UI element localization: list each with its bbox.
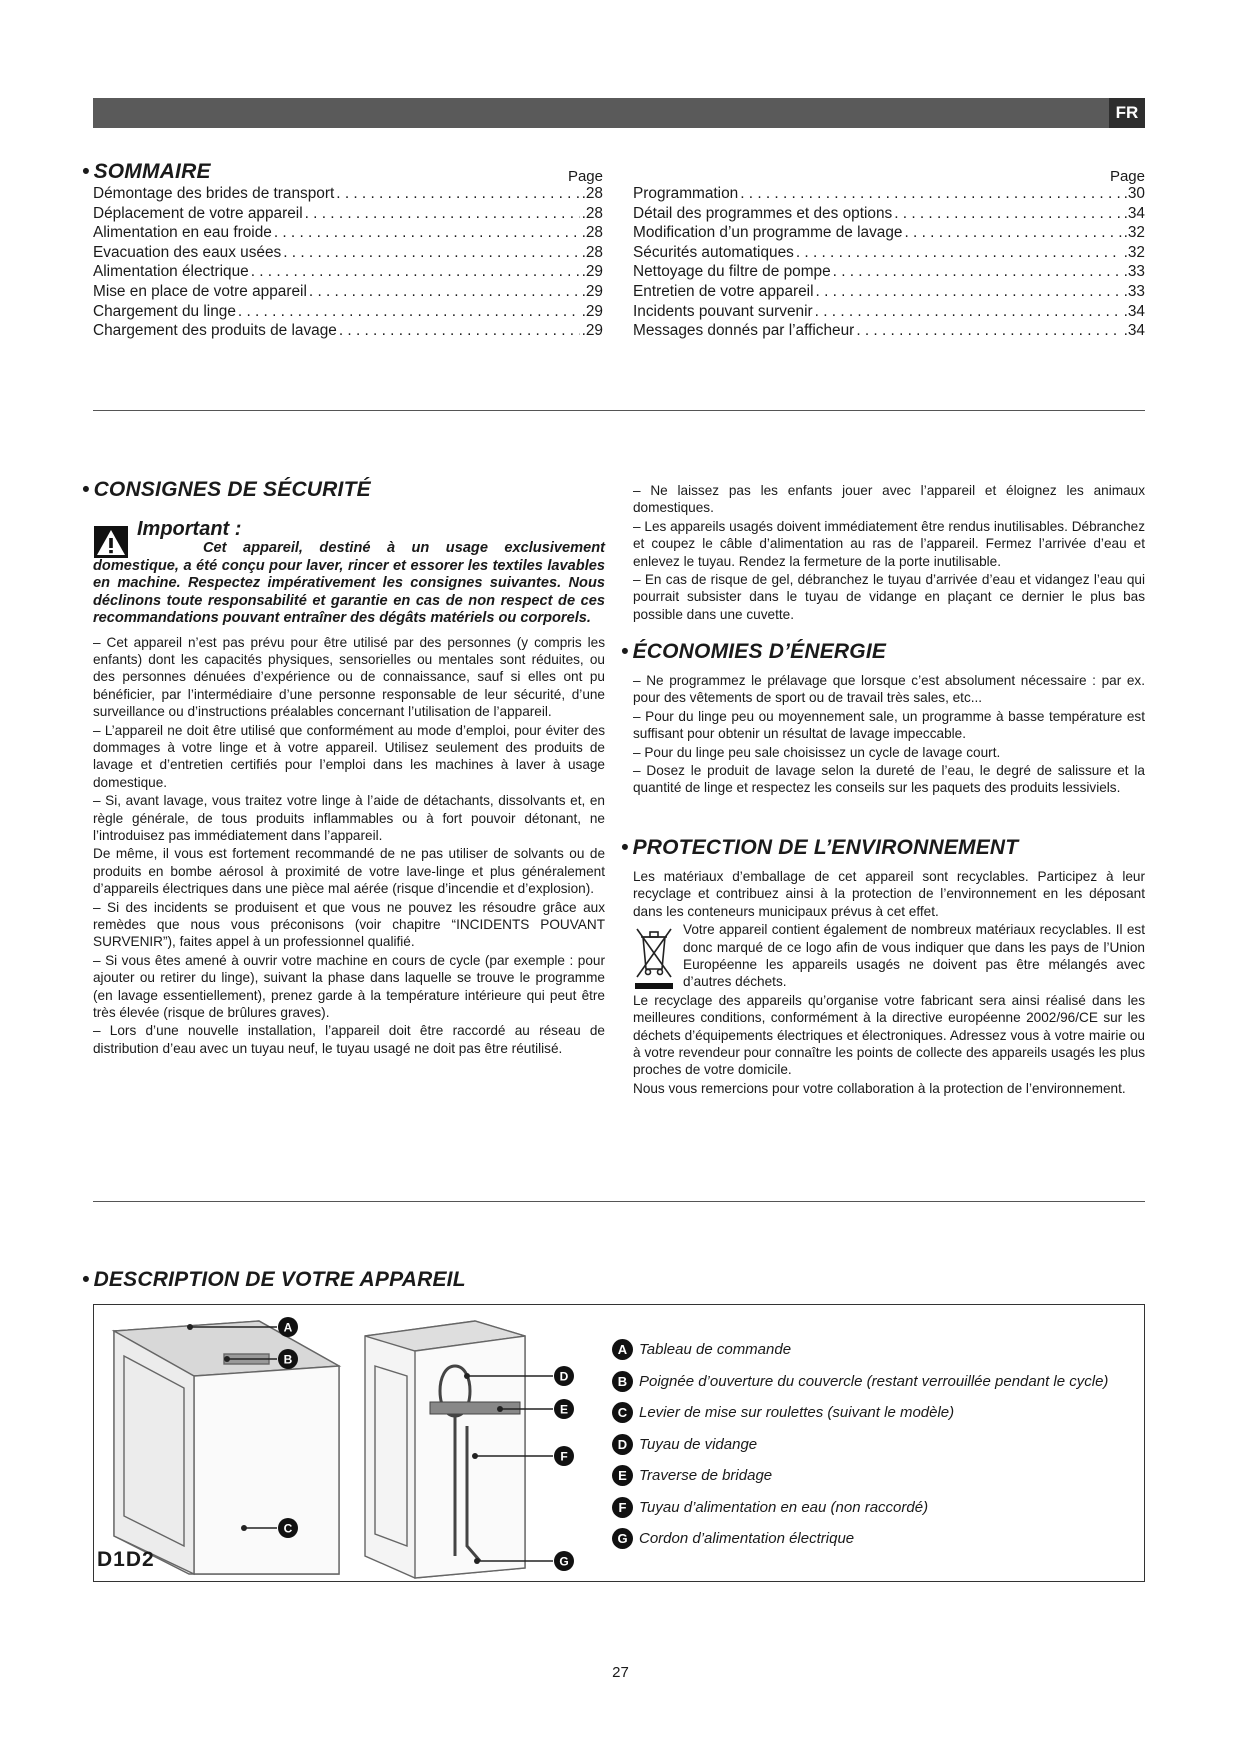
toc-entry-label: Déplacement de votre appareil (93, 204, 303, 222)
toc-entry (93, 204, 603, 224)
toc-entry-label: Evacuation des eaux usées (93, 243, 282, 261)
consignes-right-column (633, 482, 1145, 624)
toc-entry (633, 262, 1145, 282)
toc-entry-label: Chargement des produits de lavage (93, 322, 337, 340)
toc-entry-page: .28 (581, 204, 603, 222)
toc-entry-page: .29 (581, 263, 603, 281)
toc-entry-page: .34 (1123, 204, 1145, 222)
toc-leader-dots (905, 223, 1122, 243)
env-recycling-text: Le recyclage des appareils qu’organise votre fabricant sera ainsi réalisé dans les meilleures conditions, conformément à la directive européenne 2002/96/CE sur les déchets d’équipements électriques et électroniques. Adressez vous à votre mairie ou à votre revendeur pour connaître les points de collecte des appareils usagés les plus proches de votre domicile. (633, 992, 1145, 1078)
energy-paragraph: – Pour du linge peu ou moyennement sale, un programme à basse température est suffisant pour obtenir un résultat de lavage impeccable. (633, 708, 1145, 742)
toc-entry-page: .29 (581, 282, 603, 300)
toc-entry (633, 321, 1145, 341)
toc-leader-dots (336, 184, 579, 204)
important-title: Important : (137, 518, 242, 540)
page-number: 27 (612, 1664, 629, 1681)
toc-entry-page: .29 (581, 302, 603, 320)
language-tab: FR (1109, 98, 1145, 128)
toc-entry-page: .33 (1123, 282, 1145, 300)
toc-leader-dots (894, 204, 1121, 224)
legend-item (612, 1492, 1108, 1524)
toc-left (93, 167, 603, 347)
env-weee-text: Votre appareil contient également de nombreux matériaux recyclables. Il est donc marqué de ce logo afin de vous indiquer que dans les pays de l’Union Européenne les appareils usagés ne doivent pas être mélangés avec d’autres déchets. (683, 922, 1145, 990)
toc-entry-page: .29 (581, 322, 603, 340)
svg-text:D: D (559, 1369, 569, 1384)
energy-paragraph: – Pour du linge peu sale choisissez un cycle de lavage court. (633, 744, 1001, 760)
energy-paragraph: – Dosez le produit de lavage selon la dureté de l’eau, le degré de salissure et la quantité de linge et respectez les conseils sur les paquets des produits lessiviels. (633, 763, 1145, 796)
toc-leader-dots (305, 204, 580, 224)
toc-entry (633, 223, 1145, 243)
legend-label: Poignée d’ouverture du couvercle (restant verrouillée pendant le cycle) (639, 1372, 1109, 1390)
toc-leader-dots (283, 243, 579, 263)
legend-letter-badge: A (612, 1339, 633, 1360)
toc-entry (93, 184, 603, 204)
legend-label: Cordon d’alimentation électrique (639, 1530, 855, 1547)
legend-label: Traverse de bridage (639, 1467, 773, 1484)
toc-leader-dots (833, 262, 1122, 282)
safety-paragraph: – L’appareil ne doit être utilisé que conformément au mode d’emploi, pour éviter des dommages à votre linge et à votre appareil. Utilisez seulement des produits de lavage et d’entretien certifiés pour l’emploi dans les machines à laver à usage domestique. (93, 722, 605, 790)
legend-letter-badge: B (612, 1371, 633, 1392)
safety-paragraph: – Si vous êtes amené à ouvrir votre machine en cours de cycle (par exemple : pour ajouter ou retirer du linge), suivant la phase dans laquelle se trouve le programme (en lavage essentiellement), prenez garde à la température intérieure qui peut être très élevée (risque de brûlures graves). (93, 952, 605, 1021)
divider (93, 410, 1145, 411)
sommaire-title: • SOMMAIRE (82, 160, 211, 183)
legend-item (612, 1397, 1108, 1429)
toc-entry (93, 262, 603, 282)
consignes-title: • CONSIGNES DE SÉCURITÉ (82, 478, 371, 501)
toc-entry (633, 302, 1145, 322)
legend-label: Tuyau de vidange (639, 1435, 758, 1453)
legend-letter-badge: C (612, 1402, 633, 1423)
toc-entry-label: Messages donnés par l’afficheur (633, 322, 855, 340)
legend-item (612, 1366, 1108, 1398)
toc-entry-page: .28 (581, 243, 603, 261)
toc-entry-page: .33 (1123, 263, 1145, 281)
toc-entry-page: .32 (1123, 243, 1145, 261)
toc-page-header-right: Page (1109, 168, 1145, 185)
legend-label: Tableau de commande (639, 1341, 792, 1358)
toc-entry-page: .34 (1123, 322, 1145, 340)
toc-entry-page: .28 (581, 185, 603, 202)
toc-leader-dots (796, 243, 1122, 263)
toc-entry (93, 243, 603, 263)
toc-leader-dots (339, 321, 580, 341)
header-bar (93, 98, 1145, 128)
legend-label: Levier de mise sur roulettes (suivant le modèle) (639, 1404, 955, 1421)
legend-label: Tuyau d’alimentation en eau (non raccordé) (639, 1498, 929, 1516)
parts-legend (612, 1334, 1108, 1555)
economies-title: • ÉCONOMIES D’ÉNERGIE (621, 640, 887, 663)
env-intro: Les matériaux d’emballage de cet appareil sont recyclables. Participez à leur recyclage et contribuez ainsi à la protection de l’environnement en les déposant dans les conteneurs municipaux prévus à cet effet. (633, 869, 1145, 919)
toc-entry (633, 184, 1145, 204)
legend-item (612, 1460, 1108, 1492)
toc-entry-page: .32 (1123, 224, 1145, 242)
safety-paragraph: – Lors d’une nouvelle installation, l’appareil doit être raccordé au réseau de distribution d’eau avec un tuyau neuf, le tuyau usagé ne doit pas être réutilisé. (93, 1023, 605, 1056)
toc-leader-dots (856, 321, 1121, 341)
svg-text:E: E (559, 1402, 569, 1417)
toc-entry-label: Mise en place de votre appareil (93, 282, 307, 300)
weee-block (633, 921, 1145, 991)
svg-text:C: C (283, 1521, 293, 1536)
toc-entry (93, 302, 603, 322)
legend-item (612, 1523, 1108, 1555)
appliance-rear-illustration (355, 1306, 605, 1581)
consignes-left-column (93, 540, 605, 1058)
toc-entry-label: Sécurités automatiques (633, 243, 794, 261)
safety-paragraph: – Si des incidents se produisent et que vous ne pouvez les résoudre grâce aux remèdes que nous vous préconisons (voir chapitre “INCIDENTS POUVANT SURVENIR”), faites appel à un professionnel qualifié. (93, 899, 605, 950)
toc-entry (633, 243, 1145, 263)
safety-paragraph: – Les appareils usagés doivent immédiatement être rendus inutilisables. Débranchez et coupez le câble d’alimentation au ras de l’appareil. Fermez l’arrivée d’eau et enlevez le tuyau. Rendez la fermeture de la porte inutilisable. (633, 518, 1145, 569)
safety-paragraph: – Si, avant lavage, vous traitez votre linge à l’aide de détachants, dissolvants et, en règle générale, de tous produits inflammables ou à fort pouvoir détonant, ne l’introduisez pas immédiatement dans l’appareil. (93, 793, 605, 843)
toc-entry-label: Modification d’un programme de lavage (633, 224, 903, 242)
toc-leader-dots (740, 184, 1121, 204)
toc-leader-dots (816, 282, 1122, 302)
toc-entry-label: Incidents pouvant survenir (633, 302, 813, 320)
energy-paragraph: – Ne programmez le prélavage que lorsque c’est absolument nécessaire : par ex. pour des vêtements de sport ou de travail très sales, etc... (633, 673, 1145, 706)
toc-entry-label: Programmation (633, 185, 739, 202)
toc-leader-dots (274, 223, 580, 243)
svg-text:G: G (559, 1554, 569, 1569)
legend-item (612, 1429, 1108, 1461)
toc-entry (633, 204, 1145, 224)
divider (93, 1201, 1145, 1202)
toc-entry-label: Nettoyage du filtre de pompe (633, 263, 831, 281)
toc-entry-label: Alimentation électrique (93, 263, 249, 281)
economies-column (633, 672, 1145, 798)
safety-paragraph: – Ne laissez pas les enfants jouer avec l’appareil et éloignez les animaux domestiques. (633, 483, 1145, 516)
legend-letter-badge: E (612, 1465, 633, 1486)
legend-letter-badge: G (612, 1528, 633, 1549)
safety-paragraph: – En cas de risque de gel, débranchez le tuyau d’arrivée d’eau et vidangez l’eau qui pourrait subsister dans le tuyau de vidange en plaçant ce dernier le plus bas possible dans une cuvette. (633, 572, 1145, 622)
toc-entry-label: Chargement du linge (93, 302, 236, 320)
safety-paragraph: De même, il vous est fortement recommandé de ne pas utiliser de solvants ou de produits en bombe aérosol à proximité de votre lave-linge et plus généralement d’appareils électriques dans une pièce mal aérée (risque d’incendie et d’explosion). (93, 846, 605, 897)
toc-entry-label: Démontage des brides de transport (93, 185, 335, 202)
toc-entry (93, 223, 603, 243)
svg-text:A: A (283, 1320, 293, 1335)
weee-bin-icon (633, 923, 675, 991)
svg-text:F: F (560, 1449, 568, 1464)
environnement-column (633, 868, 1145, 1098)
toc-page-header-left: Page (567, 168, 603, 185)
svg-text:B: B (283, 1352, 293, 1367)
toc-entry (93, 321, 603, 341)
toc-right (633, 167, 1145, 347)
toc-leader-dots (309, 282, 580, 302)
appliance-front-illustration (94, 1306, 344, 1581)
toc-entry-label: Entretien de votre appareil (633, 282, 814, 300)
env-thanks-text: Nous vous remercions pour votre collaboration à la protection de l’environnement. (633, 1080, 1126, 1096)
legend-item (612, 1334, 1108, 1366)
legend-letter-badge: F (612, 1497, 633, 1518)
toc-entry (633, 282, 1145, 302)
toc-entry-page: .30 (1123, 185, 1145, 202)
environnement-title: • PROTECTION DE L’ENVIRONNEMENT (621, 836, 1019, 859)
legend-letter-badge: D (612, 1434, 633, 1455)
toc-entry-label: Détail des programmes et des options (633, 204, 893, 222)
toc-entry (93, 282, 603, 302)
toc-leader-dots (815, 302, 1122, 322)
safety-paragraph: – Cet appareil n’est pas prévu pour être utilisé par des personnes (y compris les enfants) dont les capacités physiques, sensorielles ou mentales sont réduites, ou des personnes dénuées d’expérience ou de connaissance, sauf si elles ont pu bénéficier, par l’intermédiaire d’une personne responsable de leur sécurité, d’une surveillance ou d’instructions préalables concernant l’utilisation de l’appareil. (93, 634, 605, 720)
description-title: • DESCRIPTION DE VOTRE APPAREIL (82, 1268, 466, 1291)
toc-leader-dots (251, 262, 580, 282)
important-text: Cet appareil, destiné à un usage exclusivement domestique, a été conçu pour laver, rincer et essorer les textiles lavables en machine. Respectez impérativement les consignes suivantes. Nous déclinons toute responsabilité et garantie en cas de non respect de ces recommandations pouvant entraîner des dégâts matériels ou corporels. (93, 540, 605, 626)
toc-entry-page: .28 (581, 224, 603, 242)
toc-entry-label: Alimentation en eau froide (93, 224, 272, 242)
model-label: D1D2 (97, 1548, 155, 1571)
toc-leader-dots (238, 302, 580, 322)
toc-entry-page: .34 (1123, 302, 1145, 320)
